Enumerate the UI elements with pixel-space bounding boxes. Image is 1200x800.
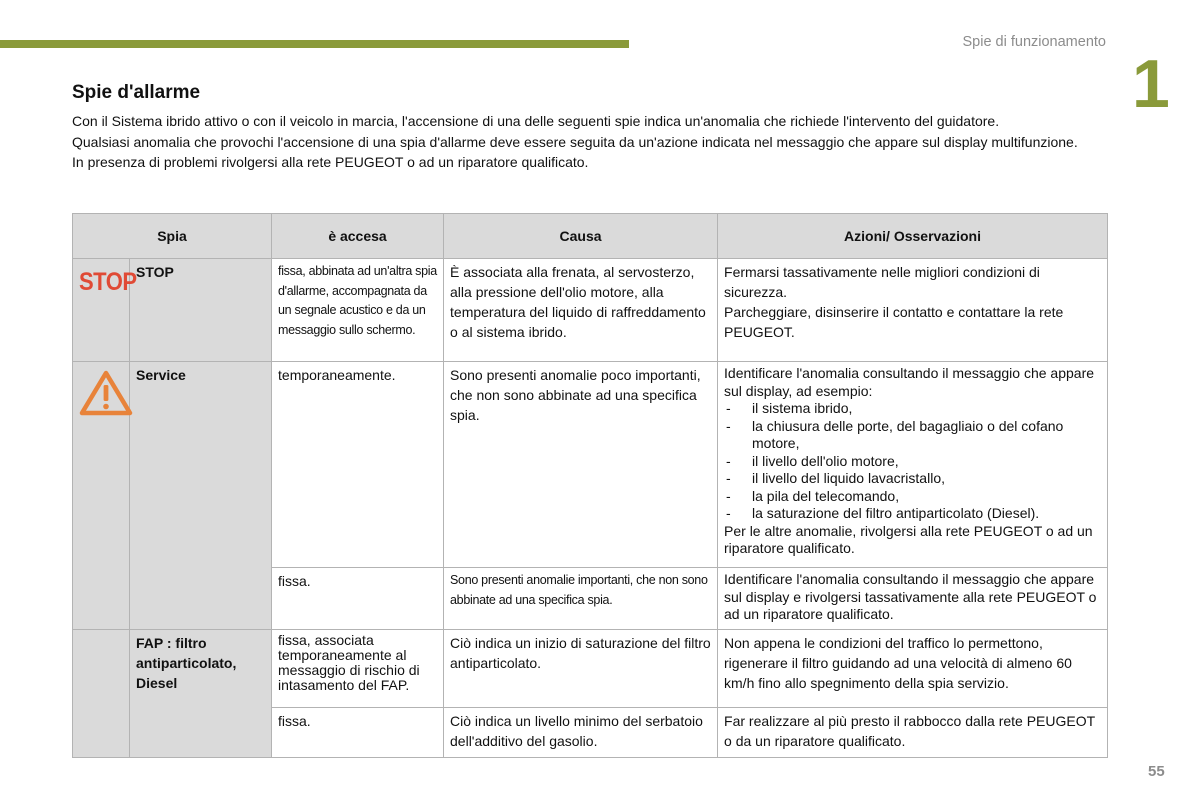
- warning-lights-table: [72, 213, 1108, 758]
- azioni-text: Identificare l'anomalia consultando il messaggio che appare sul display, ad esempio:: [724, 365, 1095, 399]
- azioni-cell: [718, 259, 1108, 362]
- stop-icon-cell: [73, 259, 137, 362]
- accesa-cell: fissa, abbinata ad un'altra spia d'allarme, accompagnata da un segnale acustico e da un messaggio sullo schermo.: [272, 259, 444, 362]
- causa-cell: Sono presenti anomalie poco importanti, che non sono abbinate ad una specifica spia.: [444, 362, 718, 568]
- list-item: - il livello del liquido lavacristallo,: [724, 470, 1101, 488]
- causa-cell: È associata alla frenata, al servosterzo, alla pressione dell'olio motore, alla temperatura del liquido di raffreddamento o al sistema ibrido.: [444, 259, 718, 362]
- azioni-text: Parcheggiare, disinserire il contatto e contattare la rete PEUGEOT.: [724, 304, 1064, 340]
- warning-icon-cell: [73, 362, 130, 630]
- list-item: - la pila del telecomando,: [724, 488, 1101, 506]
- page-number: 55: [1148, 763, 1165, 780]
- accesa-cell: temporaneamente.: [272, 362, 444, 568]
- fap-icon-cell: [73, 630, 130, 758]
- accesa-cell: fissa.: [272, 708, 444, 758]
- azioni-list: [724, 400, 1101, 523]
- header-accent-bar: [0, 40, 629, 48]
- list-item: - la chiusura delle porte, del bagagliaio o del cofano motore,: [724, 418, 1101, 453]
- spia-name: Service: [130, 362, 272, 630]
- intro-paragraph: Qualsiasi anomalia che provochi l'accensione di una spia d'allarme deve essere seguita da un'azione indicata nel messaggio che appare sul display multifunzione.: [72, 133, 1078, 150]
- spia-name: FAP : filtro antiparticolato, Diesel: [130, 630, 272, 758]
- column-header-azioni: Azioni/ Osservazioni: [718, 214, 1108, 259]
- table-header-row: [73, 214, 1108, 259]
- column-header-causa: Causa: [444, 214, 718, 259]
- azioni-cell: Far realizzare al più presto il rabbocco dalla rete PEUGEOT o da un riparatore qualificato.: [718, 708, 1108, 758]
- table-row: [73, 362, 1108, 568]
- azioni-cell: [718, 362, 1108, 568]
- column-header-accesa: è accesa: [272, 214, 444, 259]
- spia-name: STOP: [130, 259, 272, 362]
- causa-cell: Ciò indica un livello minimo del serbatoio dell'additivo del gasolio.: [444, 708, 718, 758]
- column-header-spia: Spia: [73, 214, 272, 259]
- warning-triangle-icon: [79, 369, 133, 422]
- list-item: - il sistema ibrido,: [724, 400, 1101, 418]
- azioni-cell: Non appena le condizioni del traffico lo permettono, rigenerare il filtro guidando ad una velocità di almeno 60 km/h fino allo spegnimento della spia servizio.: [718, 630, 1108, 708]
- azioni-text: Fermarsi tassativamente nelle migliori condizioni di sicurezza.: [724, 264, 1040, 300]
- causa-cell: Sono presenti anomalie importanti, che non sono abbinate ad una specifica spia.: [444, 568, 718, 630]
- chapter-number: 1: [1132, 46, 1170, 122]
- list-item: - la saturazione del filtro antiparticolato (Diesel).: [724, 505, 1101, 523]
- section-title: Spie d'allarme: [72, 82, 201, 103]
- causa-cell: Ciò indica un inizio di saturazione del filtro antiparticolato.: [444, 630, 718, 708]
- table-row: [73, 630, 1108, 708]
- azioni-cell: Identificare l'anomalia consultando il messaggio che appare sul display e rivolgersi tassativamente alla rete PEUGEOT o ad un riparatore qualificato.: [718, 568, 1108, 630]
- accesa-cell: fissa.: [272, 568, 444, 630]
- running-header: Spie di funzionamento: [962, 34, 1106, 50]
- intro-text: [72, 111, 1112, 173]
- accesa-cell: fissa, associata temporaneamente al messaggio di rischio di intasamento del FAP.: [272, 630, 444, 708]
- intro-paragraph: In presenza di problemi rivolgersi alla rete PEUGEOT o ad un riparatore qualificato.: [72, 154, 589, 170]
- intro-paragraph: Con il Sistema ibrido attivo o con il veicolo in marcia, l'accensione di una delle seguenti spie indica un'anomalia che richiede l'intervento del guidatore.: [72, 113, 1000, 129]
- azioni-text: Per le altre anomalie, rivolgersi alla rete PEUGEOT o ad un riparatore qualificato.: [724, 522, 1093, 556]
- list-item: - il livello dell'olio motore,: [724, 453, 1101, 471]
- table-row: [73, 259, 1108, 362]
- stop-icon: STOP: [79, 267, 137, 296]
